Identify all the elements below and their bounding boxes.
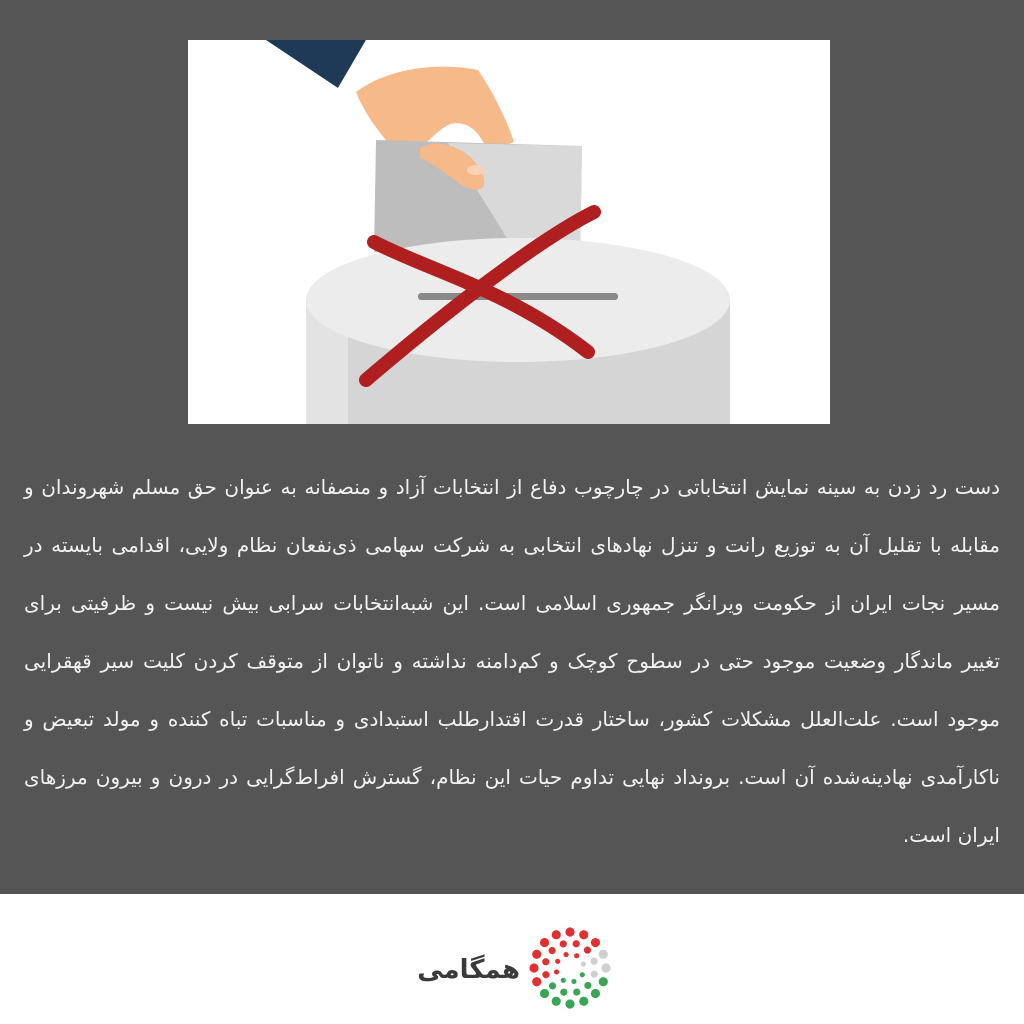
brand-name: همگامی: [417, 955, 520, 985]
ballot-illustration: [188, 40, 830, 424]
hamgami-dots-logo-icon: [528, 926, 612, 1010]
ballot-box-crossed-icon: [188, 40, 830, 424]
statement-paragraph: دست رد زدن به سینه نمایش انتخاباتی در چارچوب دفاع از انتخابات آزاد و منصفانه به عنوان حق مسلم شهروندان و مقابله با تقلیل آن به توزیع رانت و تنزل نهادهای انتخابی به شرکت سهامی ذی‌نفعان نظام ولایی، اقدامی بایسته در مسیر نجات ایران از حکومت ویرانگر جمهوری اسلامی است. این شبه‌انتخابات سرابی بیش نیست و ظرفیتی برای تغییر ماندگار وضعیت موجود حتی در سطوح کوچک و کم‌دامنه نداشته و ناتوان از متوقف کردن کلیت سیر قهقرایی موجود است. علت‌العلل مشکلات کشور، ساختار قدرت اقتدارطلب استبدادی و مناسبات تباه کننده و مولد تبعیض و ناکارآمدی نهادینه‌شده آن است. برونداد نهایی تداوم حیات این نظام، گسترش افراط‌گرایی در درون و بیرون مرزهای ایران است.: [24, 475, 1000, 847]
